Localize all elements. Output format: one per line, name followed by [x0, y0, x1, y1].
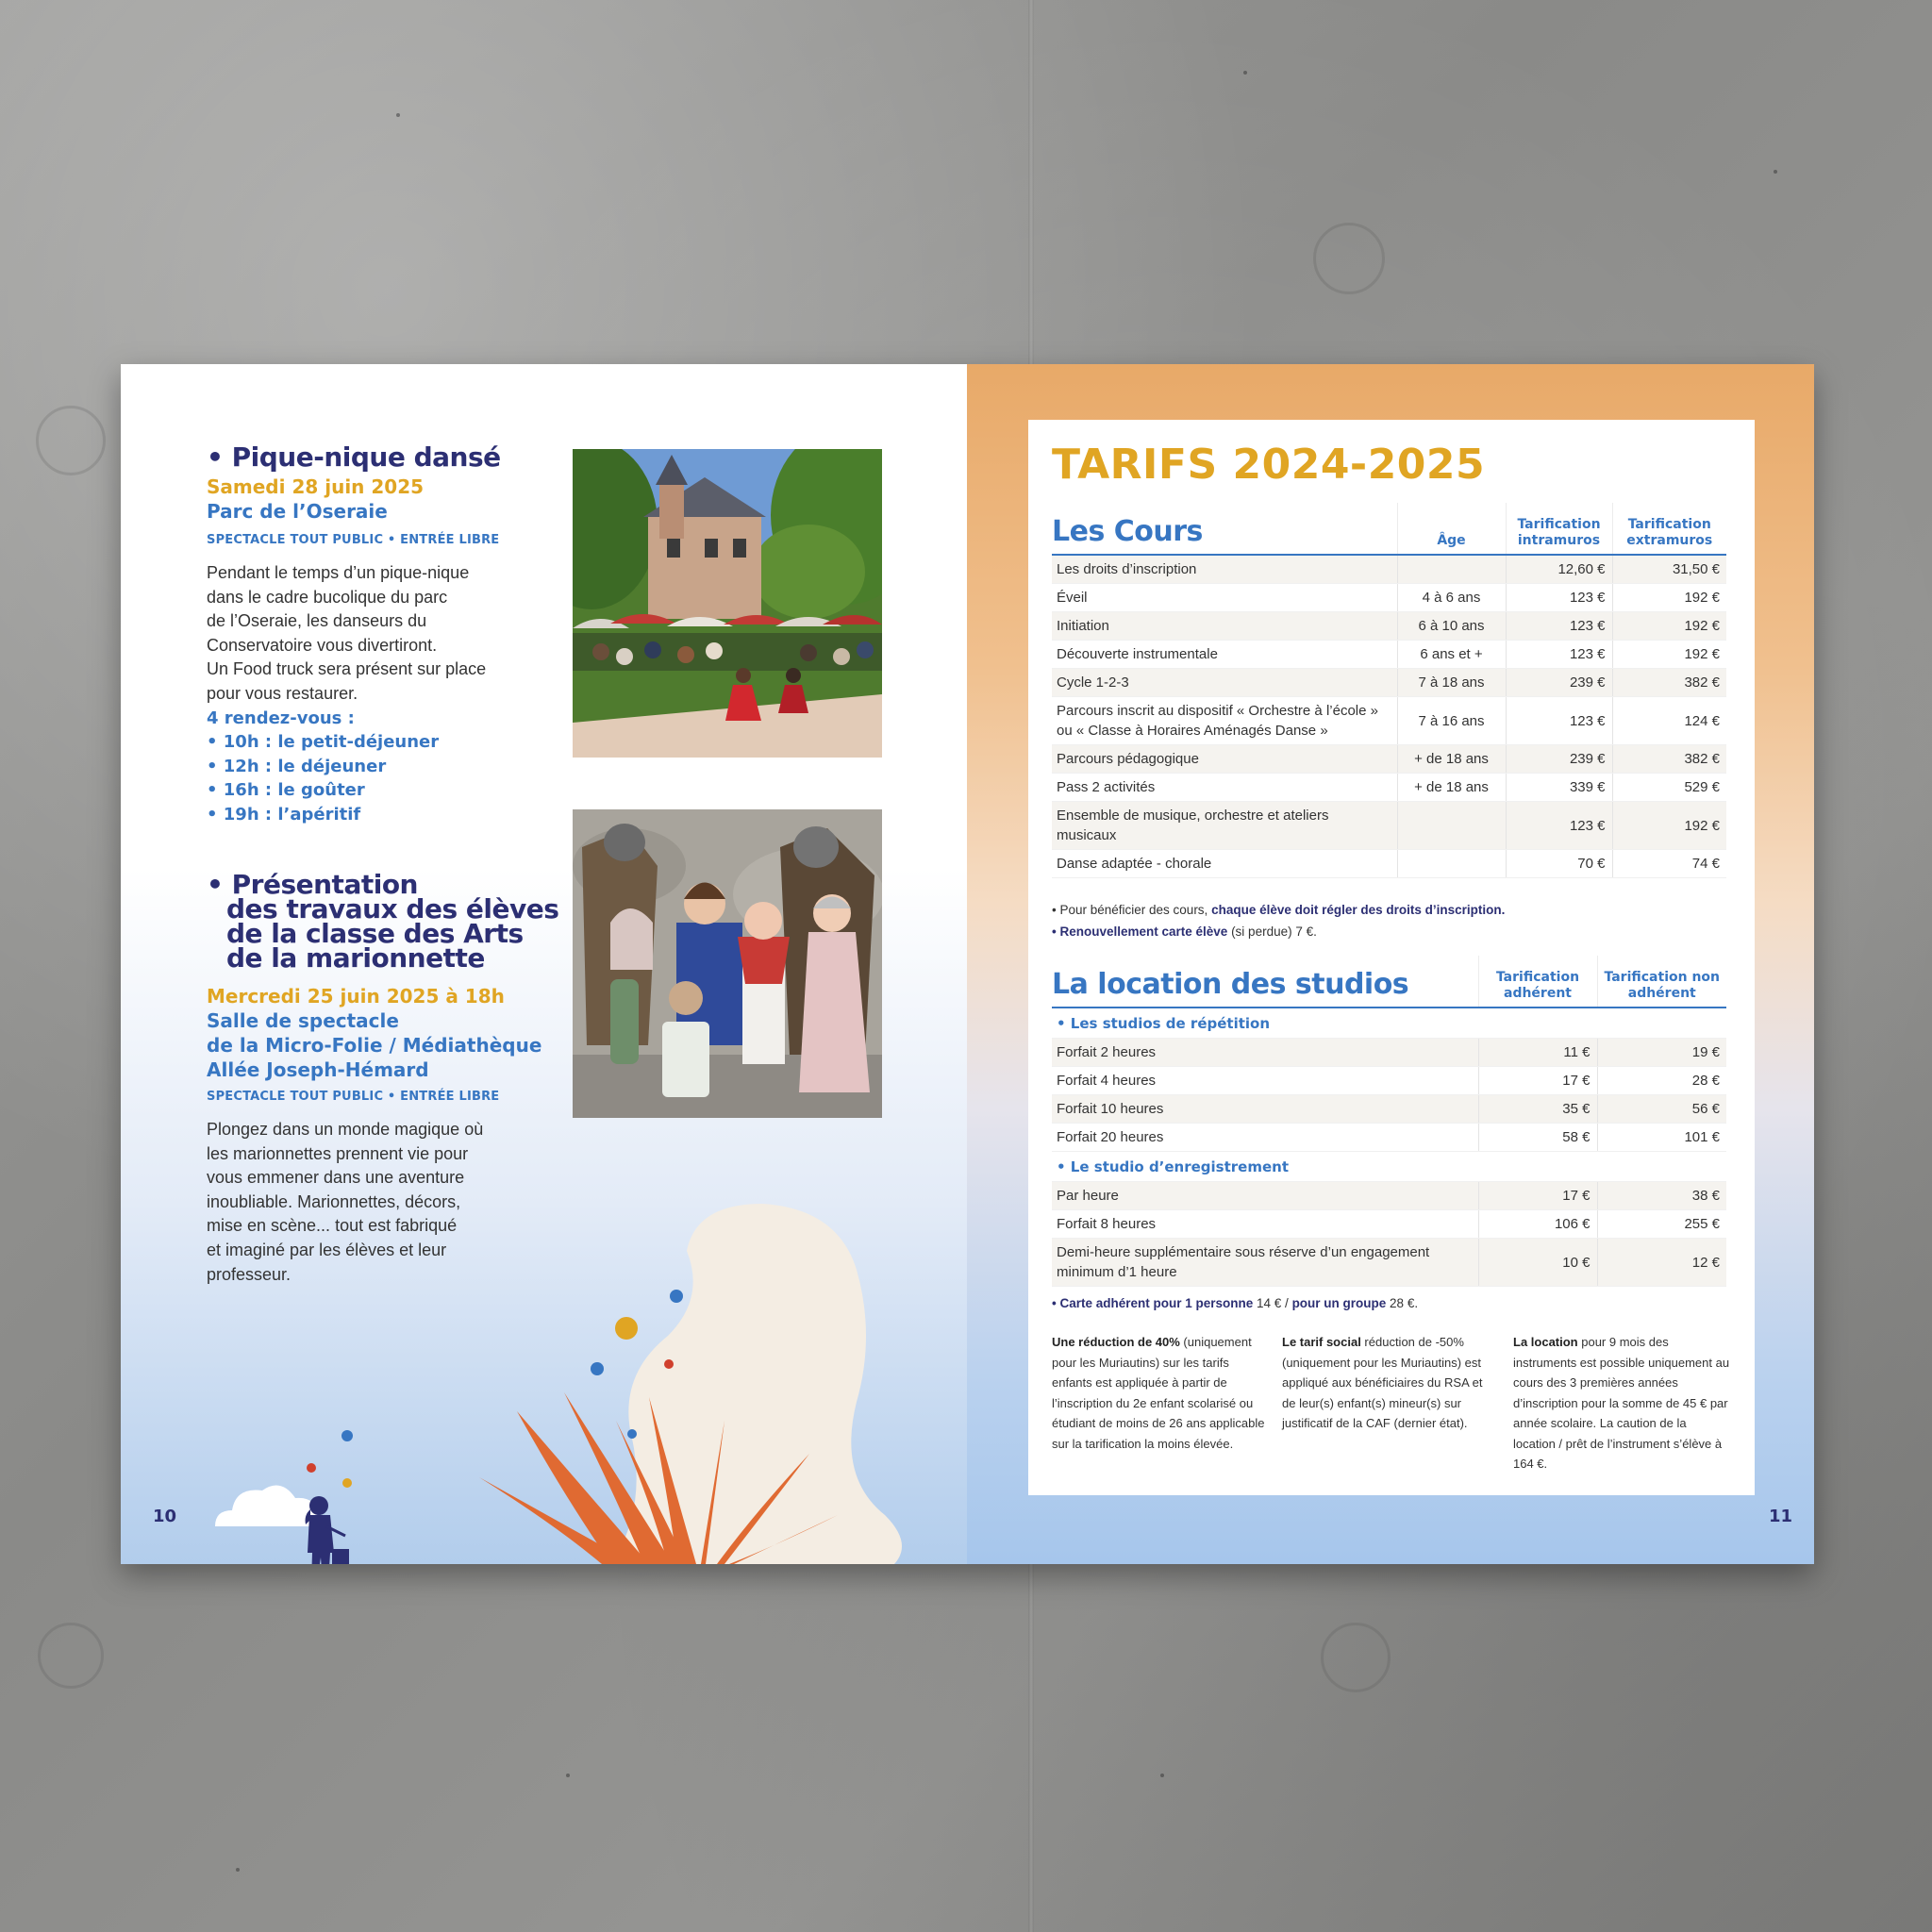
- cours-age: 4 à 6 ans: [1397, 584, 1506, 612]
- event2-title-line: de la marionnette: [226, 942, 485, 974]
- event2-title: [207, 869, 559, 974]
- cours-header-title: Les Cours: [1052, 503, 1397, 555]
- cours-label: Initiation: [1052, 612, 1397, 641]
- location-row: [1052, 1210, 1726, 1239]
- picnic-dance-illustration: [573, 449, 882, 758]
- cours-age: 6 ans et +: [1397, 641, 1506, 669]
- note-renouvellement-text: (si perdue) 7 €.: [1227, 924, 1317, 939]
- dot-blue: [341, 1430, 353, 1441]
- cours-label: Découverte instrumentale: [1052, 641, 1397, 669]
- dot-red: [307, 1463, 316, 1473]
- cours-extramuros: 382 €: [1612, 669, 1726, 697]
- event1-date: Samedi 28 juin 2025: [207, 475, 425, 498]
- event1-rdv-item: • 16h : le goûter: [207, 780, 365, 801]
- event2-body-line: Plongez dans un monde magique où: [207, 1120, 484, 1139]
- dot-blue: [670, 1290, 683, 1303]
- page-number-right: 11: [1769, 1507, 1793, 1526]
- event1-rdv-item: • 10h : le petit-déjeuner: [207, 732, 440, 753]
- location-non-adherent: 12 €: [1597, 1239, 1726, 1287]
- wall-pit: [566, 1774, 570, 1777]
- carte-adherent-note: [1052, 1292, 1418, 1314]
- cours-age: [1397, 802, 1506, 850]
- wall-hole: [1313, 223, 1385, 294]
- cours-header-age: Âge: [1397, 503, 1506, 555]
- location-row: [1052, 1095, 1726, 1124]
- tarif-social-bold: Le tarif social: [1282, 1335, 1361, 1349]
- wall-hole: [1321, 1623, 1391, 1692]
- location-adherent: 17 €: [1478, 1182, 1597, 1210]
- wall-pit: [396, 113, 400, 117]
- tarifs-title: TARIFS 2024-2025: [1052, 441, 1486, 489]
- event2-place-line: de la Micro-Folie / Médiathèque: [207, 1034, 542, 1057]
- photo-picnic-dance: [573, 449, 882, 758]
- cours-intramuros: 123 €: [1506, 641, 1612, 669]
- event2-place: [207, 1008, 541, 1082]
- location-rows: [1052, 1008, 1726, 1287]
- right-page: [967, 364, 1814, 1564]
- cours-extramuros: 382 €: [1612, 745, 1726, 774]
- location-adherent: 10 €: [1478, 1239, 1597, 1287]
- dot-blue: [591, 1362, 604, 1375]
- cours-age: 6 à 10 ans: [1397, 612, 1506, 641]
- location-non-adherent: 19 €: [1597, 1039, 1726, 1067]
- location-header-title: La location des studios: [1052, 956, 1478, 1008]
- tarif-social-text: réduction de -50% (uniquement pour les Muriautins) est appliqué aux bénéficiaires du RSA et de leur(s) enfant(s) mineur(s) sur justificatif de la CAF (dernier état).: [1282, 1335, 1483, 1430]
- location-label: Forfait 8 heures: [1052, 1210, 1478, 1239]
- event2-body-line: vous emmener dans une aventure: [207, 1168, 465, 1188]
- event1-body-line: Pendant le temps d’un pique-nique: [207, 563, 470, 582]
- cours-age: 7 à 16 ans: [1397, 697, 1506, 745]
- note-inscription: [1052, 899, 1505, 921]
- location-non-adherent: 28 €: [1597, 1067, 1726, 1095]
- cours-row: [1052, 745, 1726, 774]
- event2-body-line: les marionnettes prennent vie pour: [207, 1143, 469, 1163]
- carte-t2: 28 €.: [1386, 1296, 1419, 1310]
- photo-puppets: [573, 809, 882, 1118]
- wall-pit: [1774, 170, 1777, 174]
- carte-t1: 14 € /: [1253, 1296, 1292, 1310]
- cours-intramuros: 239 €: [1506, 669, 1612, 697]
- event2-title-line: de la classe des Arts: [226, 918, 524, 949]
- cours-label: Parcours pédagogique: [1052, 745, 1397, 774]
- cours-rows: [1052, 555, 1726, 878]
- note-renouvellement-bold: • Renouvellement carte élève: [1052, 924, 1228, 939]
- wall-pit: [1243, 71, 1247, 75]
- event1-body-line: Conservatoire vous divertiront.: [207, 635, 438, 655]
- event2-body-line: et imaginé par les élèves et leur: [207, 1240, 447, 1259]
- brochure-spread: [121, 364, 1814, 1564]
- event1-place: Parc de l’Oseraie: [207, 500, 388, 523]
- event1-rdv-item: • 19h : l’apéritif: [207, 804, 361, 824]
- carte-b1: • Carte adhérent pour 1 personne: [1052, 1296, 1254, 1310]
- cours-intramuros: 123 €: [1506, 697, 1612, 745]
- cours-extramuros: 31,50 €: [1612, 555, 1726, 584]
- location-label: Demi-heure supplémentaire sous réserve d’un engagement minimum d’1 heure: [1052, 1239, 1478, 1287]
- location-table: [1052, 956, 1726, 1287]
- cours-label: Cycle 1-2-3: [1052, 669, 1397, 697]
- wall-pit: [1160, 1774, 1164, 1777]
- note-inscription-text: • Pour bénéficier des cours,: [1052, 903, 1212, 917]
- cours-label: Parcours inscrit au dispositif « Orchestre à l’école » ou « Classe à Horaires Aménagés Danse »: [1052, 697, 1397, 745]
- location-row: [1052, 1067, 1726, 1095]
- decorative-illustration: [121, 1194, 967, 1564]
- cours-age: [1397, 850, 1506, 878]
- cours-label: Ensemble de musique, orchestre et ateliers musicaux: [1052, 802, 1397, 850]
- event2-title-line: des travaux des élèves: [226, 893, 559, 924]
- cours-extramuros: 124 €: [1612, 697, 1726, 745]
- event1-title: • Pique-nique dansé: [207, 441, 501, 473]
- location-non-adherent: 38 €: [1597, 1182, 1726, 1210]
- reduction-bold: Une réduction de 40%: [1052, 1335, 1180, 1349]
- location-adherent: 17 €: [1478, 1067, 1597, 1095]
- location-adherent: 35 €: [1478, 1095, 1597, 1124]
- event2-tag: SPECTACLE TOUT PUBLIC • ENTRÉE LIBRE: [207, 1090, 500, 1104]
- event2-body-line: inoubliable. Marionnettes, décors,: [207, 1191, 461, 1211]
- cours-row: [1052, 641, 1726, 669]
- event1-body-line: dans le cadre bucolique du parc: [207, 587, 448, 607]
- location-header-non-adherent: Tarification non adhérent: [1597, 956, 1726, 1008]
- event1-body-line: pour vous restaurer.: [207, 683, 358, 703]
- cours-row: [1052, 584, 1726, 612]
- wall-hole: [36, 406, 106, 475]
- event2-title-line: • Présentation: [207, 869, 418, 900]
- event1-rdv-heading: 4 rendez-vous :: [207, 708, 355, 728]
- event2-body-line: mise en scène... tout est fabriqué: [207, 1216, 458, 1236]
- cours-label: Danse adaptée - chorale: [1052, 850, 1397, 878]
- cours-intramuros: 70 €: [1506, 850, 1612, 878]
- cours-extramuros: 192 €: [1612, 584, 1726, 612]
- location-label: Forfait 2 heures: [1052, 1039, 1478, 1067]
- event2-body-line: professeur.: [207, 1264, 291, 1284]
- event1-body-line: Un Food truck sera présent sur place: [207, 659, 487, 679]
- location-adherent: 11 €: [1478, 1039, 1597, 1067]
- cours-intramuros: 12,60 €: [1506, 555, 1612, 584]
- location-non-adherent: 56 €: [1597, 1095, 1726, 1124]
- cours-label: Pass 2 activités: [1052, 774, 1397, 802]
- wall-pit: [236, 1868, 240, 1872]
- event2-date: Mercredi 25 juin 2025 à 18h: [207, 985, 505, 1008]
- event2-place-line: Allée Joseph-Hémard: [207, 1058, 429, 1081]
- cours-row: [1052, 669, 1726, 697]
- dot-red: [664, 1359, 674, 1369]
- cours-intramuros: 239 €: [1506, 745, 1612, 774]
- note-inscription-bold: chaque élève doit régler des droits d’inscription.: [1211, 903, 1506, 917]
- reduction-text: (uniquement pour les Muriautins) sur les tarifs enfants est appliquée à partir de l’inscription du 2e enfant scolarisé ou étudiant de moins de 26 ans applicable sur la tarification la moins élevée.: [1052, 1335, 1265, 1451]
- event1-rdv-item: • 12h : le déjeuner: [207, 756, 387, 776]
- location-label: Forfait 20 heures: [1052, 1124, 1478, 1152]
- location-label: Par heure: [1052, 1182, 1478, 1210]
- reduction-column: [1052, 1332, 1269, 1454]
- cours-intramuros: 123 €: [1506, 612, 1612, 641]
- carte-b2: pour un groupe: [1291, 1296, 1387, 1310]
- tarifs-card: [1028, 420, 1755, 1495]
- cours-row: [1052, 802, 1726, 850]
- cours-extramuros: 192 €: [1612, 612, 1726, 641]
- cours-label: Les droits d’inscription: [1052, 555, 1397, 584]
- location-header-adherent: Tarification adhérent: [1478, 956, 1597, 1008]
- location-instrument-text: pour 9 mois des instruments est possible uniquement au cours des 3 premières années d’inscription pour la somme de 45 € par année scolaire. La caution de la location / prêt de l’instrument s’élève à 164 €.: [1513, 1335, 1730, 1471]
- dot-gold: [615, 1317, 638, 1340]
- event2-place-line: Salle de spectacle: [207, 1009, 399, 1032]
- cours-age: 7 à 18 ans: [1397, 669, 1506, 697]
- location-adherent: 58 €: [1478, 1124, 1597, 1152]
- cours-row: [1052, 850, 1726, 878]
- cours-age: [1397, 555, 1506, 584]
- page-number-left: 10: [153, 1507, 177, 1526]
- event1-body: [207, 561, 527, 827]
- event1-tag: SPECTACLE TOUT PUBLIC • ENTRÉE LIBRE: [207, 533, 500, 547]
- cours-row: [1052, 774, 1726, 802]
- cours-notes: [1052, 899, 1505, 942]
- location-subheading: • Les studios de répétition: [1052, 1008, 1726, 1039]
- cours-intramuros: 123 €: [1506, 584, 1612, 612]
- dot-blue: [627, 1429, 637, 1439]
- cours-table: [1052, 503, 1726, 878]
- cours-extramuros: 192 €: [1612, 641, 1726, 669]
- cours-label: Éveil: [1052, 584, 1397, 612]
- left-page: [121, 364, 967, 1564]
- location-row: [1052, 1239, 1726, 1287]
- cours-age: + de 18 ans: [1397, 745, 1506, 774]
- location-row: [1052, 1039, 1726, 1067]
- cours-extramuros: 74 €: [1612, 850, 1726, 878]
- cours-header-extramuros: Tarification extramuros: [1612, 503, 1726, 555]
- location-subheading-row: [1052, 1008, 1726, 1039]
- tarif-social-column: [1282, 1332, 1499, 1434]
- location-instrument-bold: La location: [1513, 1335, 1578, 1349]
- location-adherent: 106 €: [1478, 1210, 1597, 1239]
- dot-gold: [342, 1478, 352, 1488]
- location-non-adherent: 255 €: [1597, 1210, 1726, 1239]
- child-drummer: [306, 1496, 349, 1564]
- cours-row: [1052, 697, 1726, 745]
- wall-hole: [38, 1623, 104, 1689]
- cours-row: [1052, 555, 1726, 584]
- puppets-illustration: [573, 809, 882, 1118]
- location-label: Forfait 4 heures: [1052, 1067, 1478, 1095]
- location-subheading-row: [1052, 1152, 1726, 1182]
- cours-intramuros: 123 €: [1506, 802, 1612, 850]
- cours-extramuros: 192 €: [1612, 802, 1726, 850]
- location-label: Forfait 10 heures: [1052, 1095, 1478, 1124]
- cours-intramuros: 339 €: [1506, 774, 1612, 802]
- location-row: [1052, 1124, 1726, 1152]
- cours-age: + de 18 ans: [1397, 774, 1506, 802]
- location-row: [1052, 1182, 1726, 1210]
- cours-header-intramuros: Tarification intramuros: [1506, 503, 1612, 555]
- location-non-adherent: 101 €: [1597, 1124, 1726, 1152]
- cours-row: [1052, 612, 1726, 641]
- cours-extramuros: 529 €: [1612, 774, 1726, 802]
- location-subheading: • Le studio d’enregistrement: [1052, 1152, 1726, 1182]
- event1-body-line: de l’Oseraie, les danseurs du: [207, 611, 427, 631]
- note-renouvellement: [1052, 921, 1505, 942]
- location-instrument-column: [1513, 1332, 1730, 1474]
